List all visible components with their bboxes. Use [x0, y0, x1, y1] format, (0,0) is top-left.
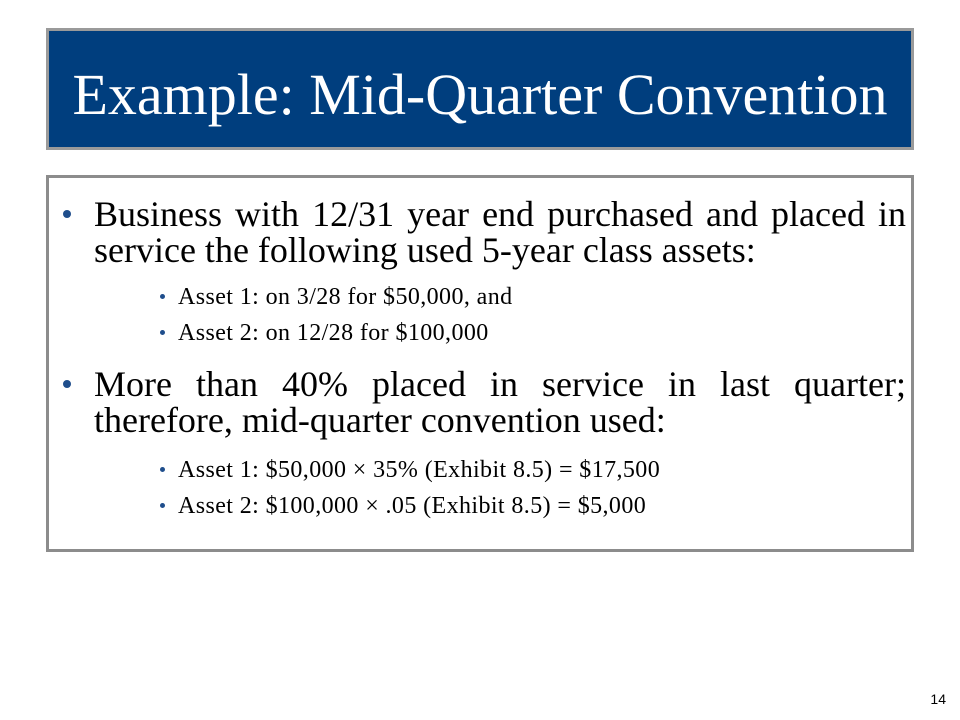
slide-title: Example: Mid-Quarter Convention — [72, 62, 888, 127]
content-box — [46, 175, 914, 552]
bullet-item — [94, 196, 906, 268]
page-number: 14 — [930, 691, 946, 707]
bullet-text: Business with 12/31 year end purchased and placed in service the following used 5-year class assets: — [94, 194, 906, 270]
sub-bullet-item — [178, 315, 489, 351]
sub-bullet-item — [178, 488, 646, 524]
bullet-icon — [63, 210, 71, 218]
bullet-icon — [160, 503, 165, 508]
bullet-icon — [160, 330, 165, 335]
bullet-item — [94, 366, 906, 438]
sub-bullet-text: Asset 1: on 3/28 for $50,000, and — [178, 284, 513, 310]
sub-bullet-item — [178, 452, 660, 488]
bullet-icon — [160, 467, 165, 472]
bullet-icon — [63, 380, 71, 388]
sub-bullet-item — [178, 279, 513, 315]
bullet-icon — [160, 294, 165, 299]
sub-bullet-text: Asset 2: on 12/28 for $100,000 — [178, 320, 489, 346]
title-banner — [46, 28, 914, 150]
sub-bullet-text: Asset 2: $100,000 × .05 (Exhibit 8.5) = $5,000 — [178, 493, 647, 519]
bullet-text: More than 40% placed in service in last quarter; therefore, mid-quarter convention used: — [94, 364, 906, 440]
sub-bullet-text: Asset 1: $50,000 × 35% (Exhibit 8.5) = $17,500 — [178, 457, 661, 483]
